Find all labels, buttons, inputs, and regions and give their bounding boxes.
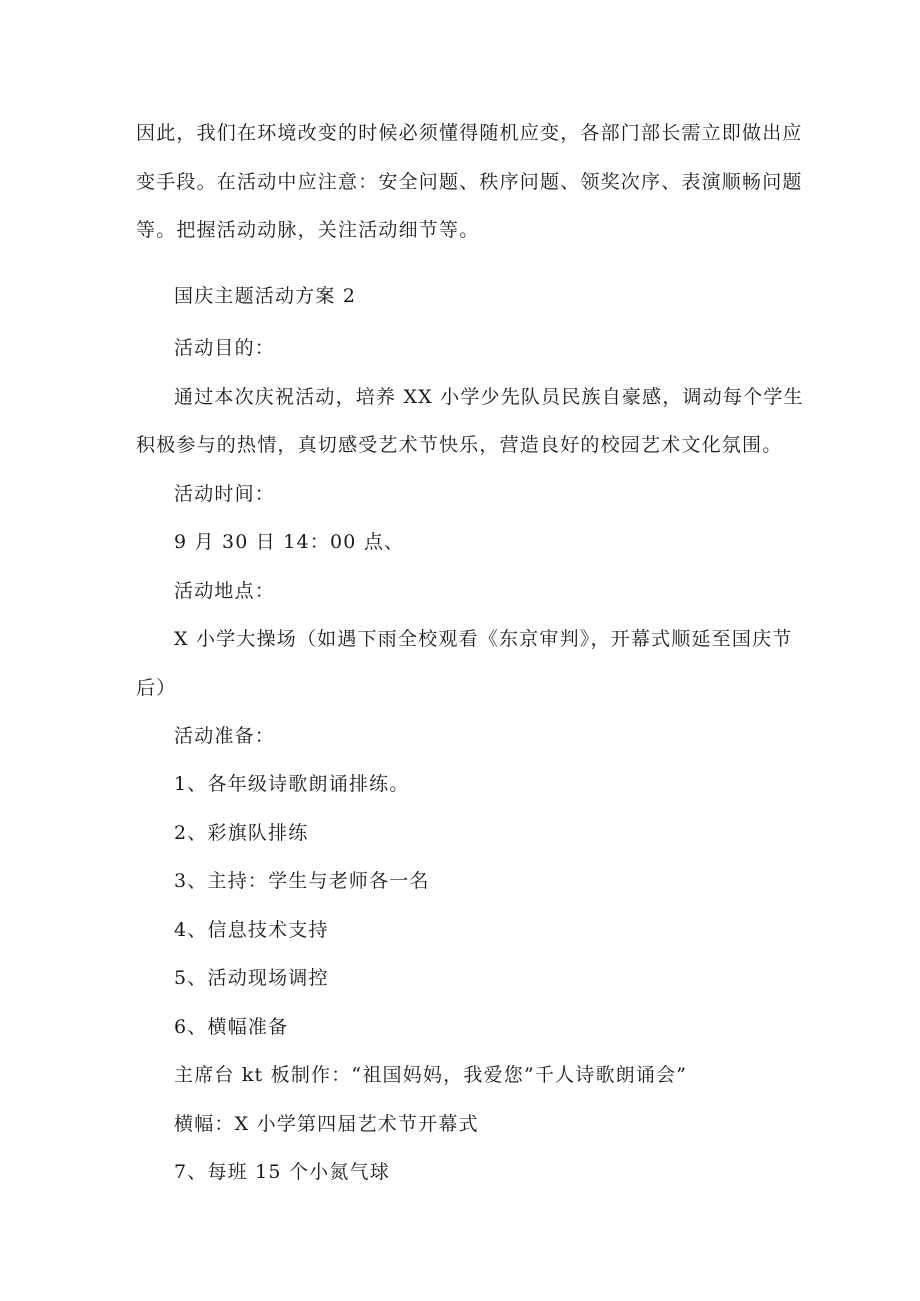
heading-preparation: 活动准备：	[174, 725, 276, 747]
list-item: 5、活动现场调控	[174, 967, 329, 989]
section-title: 国庆主题活动方案 2	[174, 285, 357, 307]
heading-time: 活动时间：	[174, 483, 276, 505]
paragraph-line: 变手段。在活动中应注意：安全问题、秩序问题、领奖次序、表演顺畅问题	[136, 171, 803, 193]
paragraph-line: 通过本次庆祝活动，培养 XX 小学少先队员民族自豪感，调动每个学生	[174, 386, 804, 408]
paragraph-line: 后）	[136, 677, 177, 699]
list-item: 4、信息技术支持	[174, 919, 329, 941]
paragraph-line: 因此，我们在环境改变的时候必须懂得随机应变，各部门部长需立即做出应	[136, 122, 803, 144]
list-item: 3、主持：学生与老师各一名	[174, 870, 430, 892]
paragraph-line: 横幅：X 小学第四届艺术节开幕式	[174, 1113, 479, 1135]
paragraph-line: 积极参与的热情，真切感受艺术节快乐，营造良好的校园艺术文化氛围。	[136, 434, 783, 456]
time-value: 9 月 30 日 14：00 点、	[174, 531, 405, 553]
paragraph-line: X 小学大操场（如遇下雨全校观看《东京审判》，开幕式顺延至国庆节	[174, 628, 793, 650]
list-item: 6、横幅准备	[174, 1016, 289, 1038]
list-item: 7、每班 15 个小氮气球	[174, 1161, 390, 1183]
list-item: 2、彩旗队排练	[174, 822, 309, 844]
paragraph-line: 等。把握活动动脉，关注活动细节等。	[136, 219, 480, 241]
heading-purpose: 活动目的：	[174, 337, 276, 359]
heading-location: 活动地点：	[174, 580, 276, 602]
paragraph-line: 主席台 kt 板制作：“祖国妈妈，我爱您”千人诗歌朗诵会”	[174, 1064, 688, 1086]
list-item: 1、各年级诗歌朗诵排练。	[174, 773, 410, 795]
